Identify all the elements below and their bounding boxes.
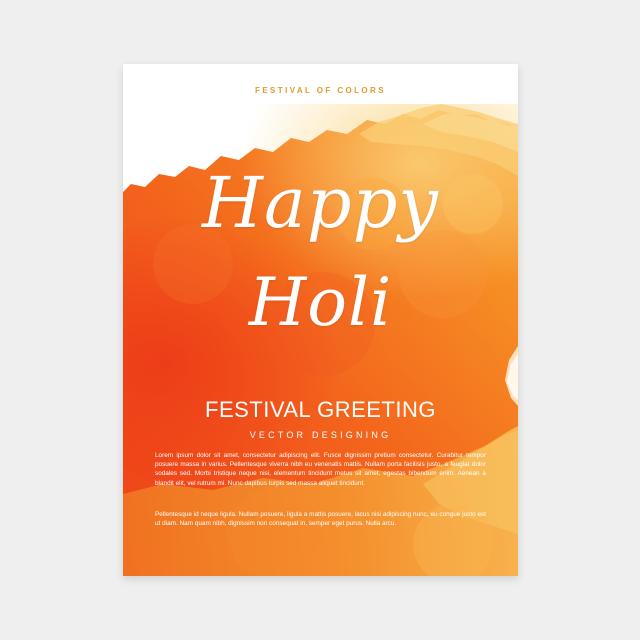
title-holi: Holi <box>248 264 393 341</box>
vector-designing-subheading: VECTOR DESIGNING <box>249 430 392 440</box>
title-happy: Happy <box>202 162 439 244</box>
tagline: FESTIVAL OF COLORS <box>255 86 386 95</box>
body-paragraph-2: Pellentesque id neque ligula. Nullam posuere, ligula a mattis posuere, lacus nisi adipiscing nunc, eu congue justo est ut diam. Nam quam nibh, dignissim non consequat in, semper eget purus. Nulla arcu. <box>155 511 486 528</box>
body-paragraph-1: Lorem ipsum dolor sit amet, consectetur adipiscing elit. Fusce dignissim pretium consectetur. Curabitur tempor posuere massa in varius. Pellentesque viverra nibh eu venenatis mattis. Nullam porta facilisis justo, a feugiat dolor sodales sed. Morbi tristique neque nisi, elementum tincidunt metus sit amet, egestas bibendum enim. Aenean a blandit elit, vel rutrum mi. Nunc dapibus turpis sed massa aliquet tincidunt. <box>155 452 486 487</box>
festival-greeting-heading: FESTIVAL GREETING <box>205 397 436 422</box>
holi-flyer <box>123 64 518 576</box>
